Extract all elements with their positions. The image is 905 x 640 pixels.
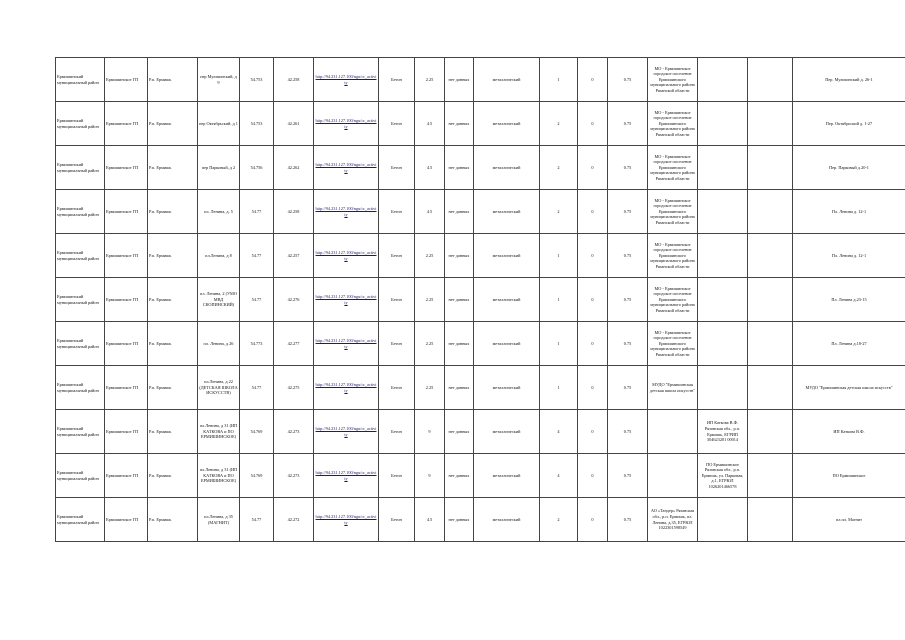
cell-organization <box>698 102 748 146</box>
cell-planned-count: 0 <box>578 278 608 322</box>
cell-settlement: Ермишинское ГП <box>105 322 148 366</box>
cell-area: 4.5 <box>415 102 445 146</box>
cell-fence: нет данных <box>445 58 474 102</box>
cell-container-volume: 0.75 <box>608 366 648 410</box>
cell-surface: Бетон <box>379 146 415 190</box>
cell-organization <box>698 146 748 190</box>
cell-container-volume: 0.75 <box>608 190 648 234</box>
cell-container-material: металлический <box>474 278 540 322</box>
cell-surface: Бетон <box>379 190 415 234</box>
cell-district: Ермишинский муниципальный район <box>56 58 105 102</box>
cell-address: пл.Ленина, д 8 <box>198 234 240 278</box>
cell-container-volume: 0.75 <box>608 278 648 322</box>
cell-map-link[interactable]: http://94.231.127.100/ngu/cr_activity <box>314 102 379 146</box>
cell-longitude: 42.277 <box>274 322 314 366</box>
cell-waste-source: Пл. Ленина д.18-27 <box>793 322 905 366</box>
cell-district: Ермишинский муниципальный район <box>56 366 105 410</box>
cell-planned-count: 0 <box>578 454 608 498</box>
cell-container-volume: 0.75 <box>608 146 648 190</box>
cell-organization <box>698 366 748 410</box>
cell-district: Ермишинский муниципальный район <box>56 322 105 366</box>
cell-settlement: Ермишинское ГП <box>105 146 148 190</box>
cell-district: Ермишинский муниципальный район <box>56 410 105 454</box>
cell-planned-count: 0 <box>578 366 608 410</box>
cell-map-link[interactable]: http://94.231.127.100/ngu/cr_activity <box>314 322 379 366</box>
cell-latitude: 54.77 <box>240 498 274 542</box>
cell-fence: нет данных <box>445 102 474 146</box>
cell-container-material: металлический <box>474 190 540 234</box>
cell-latitude: 54.773 <box>240 322 274 366</box>
cell-address: пл.Ленина, д 35 (МАГНИТ) <box>198 498 240 542</box>
cell-organization <box>698 322 748 366</box>
cell-longitude: 42.273 <box>274 410 314 454</box>
cell-container-count: 4 <box>540 410 578 454</box>
cell-planned-count: 0 <box>578 190 608 234</box>
cell-container-material: металлический <box>474 498 540 542</box>
cell-waste-source: ИП Каткова В.Ф. <box>793 410 905 454</box>
cell-area: 9 <box>415 410 445 454</box>
cell-organization <box>698 58 748 102</box>
cell-latitude: 54.77 <box>240 366 274 410</box>
cell-organization: ПО Ермишинское Рязанская обл., р.п. Ермишь, ул. Парковая, д.1, ЕГРЮЛ 1026201466578 <box>698 454 748 498</box>
cell-latitude: 54.77 <box>240 190 274 234</box>
cell-address: пл.Ленина, д 31 (ИП КАТКОВА и ПО ЕРМИШИНСКОЕ) <box>198 454 240 498</box>
cell-area: 2.25 <box>415 366 445 410</box>
register-table <box>55 57 905 542</box>
cell-owner: МО - Ермишинское городское поселение Ермишинского муниципального района Рязанской области <box>648 58 698 102</box>
cell-locality: Р.п. Ермишь <box>148 454 198 498</box>
cell-surface: Бетон <box>379 234 415 278</box>
cell-settlement: Ермишинское ГП <box>105 278 148 322</box>
cell-locality: Р.п. Ермишь <box>148 102 198 146</box>
cell-area: 2.25 <box>415 234 445 278</box>
cell-area: 4.5 <box>415 190 445 234</box>
cell-settlement: Ермишинское ГП <box>105 410 148 454</box>
cell-owner: АО «Тандер» Рязанская обл., р.п. Ермишь, пл. Ленина, д.35, ЕГРЮЛ 1022301598549 <box>648 498 698 542</box>
cell-fence: нет данных <box>445 498 474 542</box>
cell-latitude: 54.753 <box>240 102 274 146</box>
cell-latitude: 54.753 <box>240 58 274 102</box>
cell-surface: Бетон <box>379 366 415 410</box>
table-row <box>56 366 905 410</box>
cell-surface: Бетон <box>379 102 415 146</box>
cell-settlement: Ермишинское ГП <box>105 102 148 146</box>
cell-planned-count: 0 <box>578 322 608 366</box>
cell-owner: МО - Ермишинское городское поселение Ермишинского муниципального района Рязанской области <box>648 278 698 322</box>
cell-district: Ермишинский муниципальный район <box>56 454 105 498</box>
cell-waste-source: Пер. Парковый д.20-1 <box>793 146 905 190</box>
cell-waste-source: Пер. Октябрьский д. 1-27 <box>793 102 905 146</box>
cell-container-material: металлический <box>474 322 540 366</box>
cell-latitude: 54.77 <box>240 234 274 278</box>
cell-container-count: 1 <box>540 234 578 278</box>
cell-map-link[interactable]: http://94.231.127.100/ngu/cr_activity <box>314 410 379 454</box>
table-row <box>56 454 905 498</box>
cell-area: 4.5 <box>415 498 445 542</box>
cell-container-count: 2 <box>540 190 578 234</box>
table-row <box>56 322 905 366</box>
cell-waste-source: ПО Ермишинское <box>793 454 905 498</box>
cell-locality: Р.п. Ермишь <box>148 146 198 190</box>
cell-settlement: Ермишинское ГП <box>105 58 148 102</box>
cell-container-volume: 0.75 <box>608 410 648 454</box>
cell-planned-count: 0 <box>578 146 608 190</box>
cell-locality: Р.п. Ермишь <box>148 498 198 542</box>
cell-container-count: 1 <box>540 58 578 102</box>
cell-notes <box>748 410 793 454</box>
cell-address: пер Октябрьский, д 1 <box>198 102 240 146</box>
cell-address: пл. Ленина, 2 (УМО МВД СКОПИНСКИЙ) <box>198 278 240 322</box>
cell-owner: МО - Ермишинское городское поселение Ермишинского муниципального района Рязанской области <box>648 146 698 190</box>
cell-locality: Р.п. Ермишь <box>148 366 198 410</box>
cell-longitude: 42.258 <box>274 190 314 234</box>
cell-organization <box>698 190 748 234</box>
table-row <box>56 58 905 102</box>
cell-container-volume: 0.75 <box>608 102 648 146</box>
cell-surface: Бетон <box>379 454 415 498</box>
cell-planned-count: 0 <box>578 234 608 278</box>
cell-map-link[interactable]: http://94.231.127.100/ngu/cr_activity <box>314 146 379 190</box>
cell-map-link[interactable]: http://94.231.127.100/ngu/cr_activity <box>314 454 379 498</box>
cell-fence: нет данных <box>445 234 474 278</box>
cell-locality: Р.п. Ермишь <box>148 278 198 322</box>
cell-notes <box>748 278 793 322</box>
cell-planned-count: 0 <box>578 498 608 542</box>
cell-owner <box>648 454 698 498</box>
cell-locality: Р.п. Ермишь <box>148 322 198 366</box>
cell-container-volume: 0.75 <box>608 322 648 366</box>
cell-organization <box>698 498 748 542</box>
cell-fence: нет данных <box>445 190 474 234</box>
cell-area: 2.25 <box>415 322 445 366</box>
cell-longitude: 42.262 <box>274 146 314 190</box>
cell-map-link[interactable]: http://94.231.127.100/ngu/cr_activity <box>314 498 379 542</box>
cell-container-volume: 0.75 <box>608 454 648 498</box>
table-row <box>56 410 905 454</box>
cell-locality: Р.п. Ермишь <box>148 234 198 278</box>
cell-address: пл.Ленина, д 22 (ДЕТСКАЯ ШКОЛА ИСКУССТВ) <box>198 366 240 410</box>
cell-longitude: 42.275 <box>274 366 314 410</box>
cell-latitude: 54.77 <box>240 278 274 322</box>
cell-organization <box>698 234 748 278</box>
cell-waste-source: пл.пл. Магнит <box>793 498 905 542</box>
cell-notes <box>748 58 793 102</box>
cell-planned-count: 0 <box>578 102 608 146</box>
cell-map-link[interactable]: http://94.231.127.100/ngu/cr_activity <box>314 234 379 278</box>
cell-container-material: металлический <box>474 454 540 498</box>
table-row <box>56 278 905 322</box>
cell-container-volume: 0.75 <box>608 234 648 278</box>
cell-planned-count: 0 <box>578 58 608 102</box>
cell-container-count: 1 <box>540 366 578 410</box>
cell-fence: нет данных <box>445 322 474 366</box>
cell-address: пер Парковый, д 2 <box>198 146 240 190</box>
cell-container-count: 2 <box>540 102 578 146</box>
cell-container-material: металлический <box>474 58 540 102</box>
cell-container-material: металлический <box>474 102 540 146</box>
cell-surface: Бетон <box>379 498 415 542</box>
cell-owner <box>648 410 698 454</box>
cell-notes <box>748 498 793 542</box>
cell-owner: МО - Ермишинское городское поселение Ермишинского муниципального района Рязанской области <box>648 322 698 366</box>
cell-latitude: 54.756 <box>240 146 274 190</box>
cell-waste-source: Пл. Ленина д. 12-1 <box>793 234 905 278</box>
cell-district: Ермишинский муниципальный район <box>56 102 105 146</box>
cell-owner: МО - Ермишинское городское поселение Ермишинского муниципального района Рязанской области <box>648 102 698 146</box>
table-row <box>56 102 905 146</box>
cell-owner: МО - Ермишинское городское поселение Ермишинского муниципального района Рязанской области <box>648 234 698 278</box>
cell-latitude: 54.769 <box>240 454 274 498</box>
cell-notes <box>748 146 793 190</box>
cell-longitude: 42.258 <box>274 58 314 102</box>
cell-container-volume: 0.75 <box>608 498 648 542</box>
cell-settlement: Ермишинское ГП <box>105 498 148 542</box>
cell-organization <box>698 278 748 322</box>
cell-container-material: металлический <box>474 146 540 190</box>
table-row <box>56 146 905 190</box>
cell-owner: МУДО "Ермишинская детская школа искусств" <box>648 366 698 410</box>
cell-area: 2.25 <box>415 278 445 322</box>
cell-waste-source: МУДО "Ермишинская детская школа искусств" <box>793 366 905 410</box>
cell-area: 2.25 <box>415 58 445 102</box>
cell-container-count: 1 <box>540 278 578 322</box>
cell-planned-count: 0 <box>578 410 608 454</box>
cell-longitude: 42.276 <box>274 278 314 322</box>
cell-longitude: 42.257 <box>274 234 314 278</box>
cell-district: Ермишинский муниципальный район <box>56 190 105 234</box>
cell-container-volume: 0.75 <box>608 58 648 102</box>
cell-address: пл.Ленина, д 31 (ИП КАТКОВА и ПО ЕРМИШИНСКОЕ) <box>198 410 240 454</box>
cell-waste-source: Пл. Ленина д.23-15 <box>793 278 905 322</box>
cell-settlement: Ермишинское ГП <box>105 190 148 234</box>
cell-latitude: 54.769 <box>240 410 274 454</box>
cell-district: Ермишинский муниципальный район <box>56 278 105 322</box>
cell-district: Ермишинский муниципальный район <box>56 146 105 190</box>
cell-container-count: 2 <box>540 146 578 190</box>
cell-longitude: 42.273 <box>274 454 314 498</box>
cell-surface: Бетон <box>379 278 415 322</box>
cell-district: Ермишинский муниципальный район <box>56 498 105 542</box>
cell-settlement: Ермишинское ГП <box>105 454 148 498</box>
cell-notes <box>748 322 793 366</box>
cell-fence: нет данных <box>445 410 474 454</box>
cell-area: 4.5 <box>415 146 445 190</box>
cell-container-material: металлический <box>474 366 540 410</box>
cell-locality: Р.п. Ермишь <box>148 410 198 454</box>
cell-owner: МО - Ермишинское городское поселение Ермишинского муниципального района Рязанской области <box>648 190 698 234</box>
cell-address: пл. Ленина, д 26 <box>198 322 240 366</box>
cell-surface: Бетон <box>379 410 415 454</box>
table-row <box>56 190 905 234</box>
cell-organization: ИП Каткова В.Ф. Рязанская обл., р.п. Ермишь, ЕГРИП 304623201 00014 <box>698 410 748 454</box>
cell-notes <box>748 190 793 234</box>
cell-container-count: 1 <box>540 322 578 366</box>
cell-fence: нет данных <box>445 146 474 190</box>
cell-notes <box>748 366 793 410</box>
cell-notes <box>748 454 793 498</box>
cell-map-link[interactable]: http://94.231.127.100/ngu/cr_activity <box>314 278 379 322</box>
cell-fence: нет данных <box>445 366 474 410</box>
cell-container-count: 4 <box>540 454 578 498</box>
cell-map-link[interactable]: http://94.231.127.100/ngu/cr_activity <box>314 58 379 102</box>
cell-container-material: металлический <box>474 410 540 454</box>
table-row <box>56 234 905 278</box>
cell-longitude: 42.261 <box>274 102 314 146</box>
cell-fence: нет данных <box>445 454 474 498</box>
cell-address: пер Мульчинский, д 9 <box>198 58 240 102</box>
cell-settlement: Ермишинское ГП <box>105 366 148 410</box>
cell-area: 9 <box>415 454 445 498</box>
cell-container-material: металлический <box>474 234 540 278</box>
cell-address: пл. Ленина, д. 5 <box>198 190 240 234</box>
cell-surface: Бетон <box>379 322 415 366</box>
table-row <box>56 498 905 542</box>
cell-locality: Р.п. Ермишь <box>148 190 198 234</box>
cell-waste-source: Пл. Ленина д. 12-1 <box>793 190 905 234</box>
cell-notes <box>748 234 793 278</box>
cell-notes <box>748 102 793 146</box>
cell-map-link[interactable]: http://94.231.127.100/ngu/cr_activity <box>314 366 379 410</box>
cell-settlement: Ермишинское ГП <box>105 234 148 278</box>
cell-longitude: 42.272 <box>274 498 314 542</box>
cell-surface: Бетон <box>379 58 415 102</box>
cell-district: Ермишинский муниципальный район <box>56 234 105 278</box>
cell-locality: Р.п. Ермишь <box>148 58 198 102</box>
cell-map-link[interactable]: http://94.231.127.100/ngu/cr_activity <box>314 190 379 234</box>
cell-waste-source: Пер. Мульчинский д. 26-1 <box>793 58 905 102</box>
cell-container-count: 2 <box>540 498 578 542</box>
cell-fence: нет данных <box>445 278 474 322</box>
